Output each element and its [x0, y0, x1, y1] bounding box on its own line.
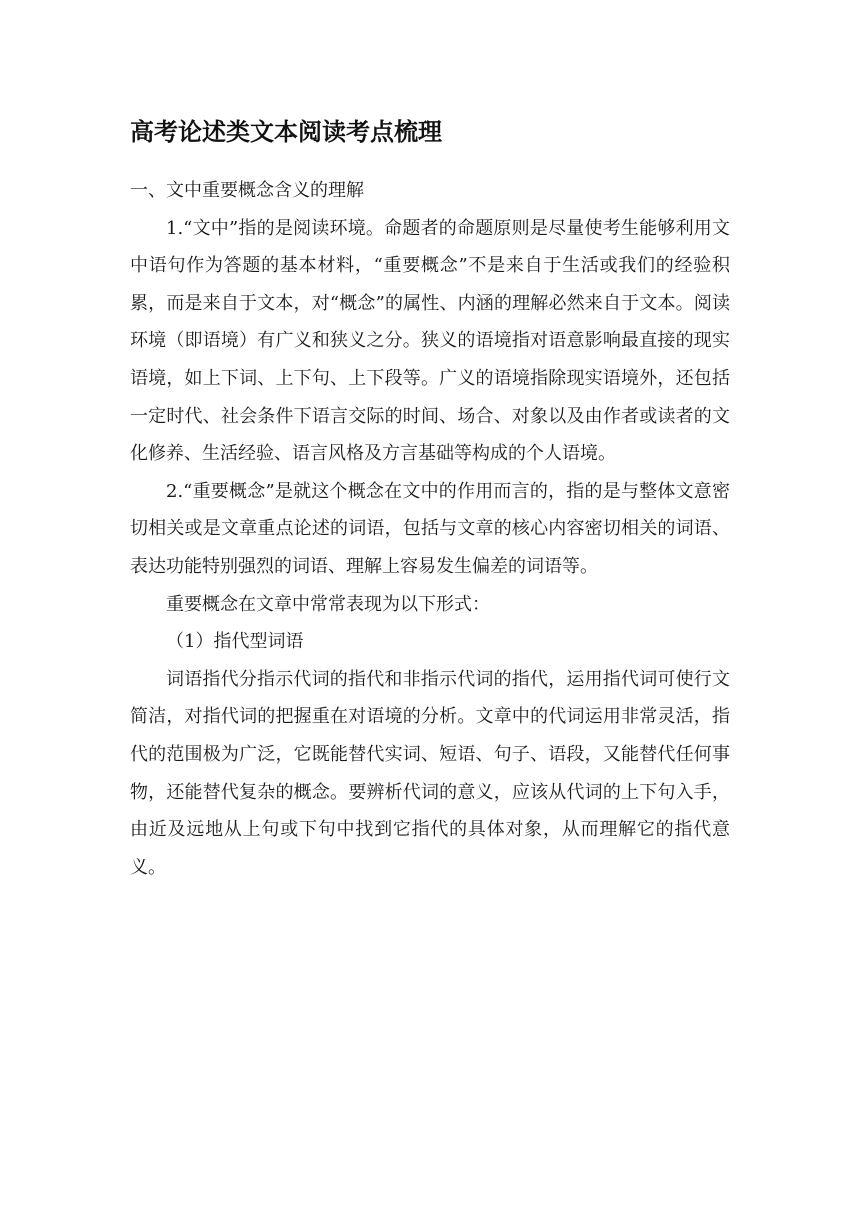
document-title: 高考论述类文本阅读考点梳理	[130, 118, 442, 146]
document-body	[130, 172, 730, 886]
paragraph-1: 1.“文中”指的是阅读环境。命题者的命题原则是尽量使考生能够利用文中语句作为答题的基本材料，“重要概念”不是来自于生活或我们的经验积累，而是来自于文本，对“概念”的属性、内涵的理解必然来自于文本。阅读环境（即语境）有广义和狭义之分。狭义的语境指对语意影响最直接的现实语境，如上下词、上下句、上下段等。广义的语境指除现实语境外，还包括一定时代、社会条件下语言交际的时间、场合、对象以及由作者或读者的文化修养、生活经验、语言风格及方言基础等构成的个人语境。	[130, 217, 730, 465]
paragraph-2: 2.“重要概念”是就这个概念在文中的作用而言的，指的是与整体文意密切相关或是文章重点论述的词语，包括与文章的核心内容密切相关的词语、表达功能特别强烈的词语、理解上容易发生偏差的词语等。	[130, 480, 730, 577]
section-heading: 一、文中重要概念含义的理解	[130, 180, 364, 201]
paragraph-3: 重要概念在文章中常常表现为以下形式：	[166, 593, 490, 615]
subheading-1: （1）指代型词语	[166, 631, 304, 653]
paragraph-4: 词语指代分指示代词的指代和非指示代词的指代，运用指代词可使行文简洁，对指代词的把握重在对语境的分析。文章中的代词运用非常灵活，指代的范围极为广泛，它既能替代实词、短语、句子、语段，又能替代任何事物，还能替代复杂的概念。要辨析代词的意义，应该从代词的上下句入手，由近及远地从上句或下句中找到它指代的具体对象，从而理解它的指代意义。	[130, 668, 730, 878]
